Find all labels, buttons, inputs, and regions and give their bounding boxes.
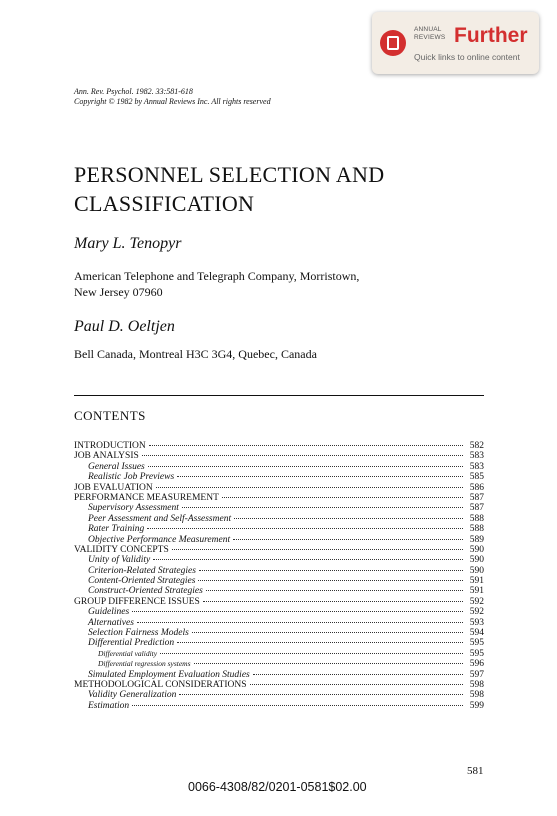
toc-entry-page: 592 (469, 596, 484, 607)
toc-dot-leader (172, 549, 463, 550)
price-code: 0066-4308/82/0201-0581$02.00 (188, 780, 367, 794)
badge-annual-text: ANNUAL (414, 26, 442, 33)
toc-entry-page: 587 (469, 492, 484, 503)
toc-entry-page: 586 (469, 482, 484, 493)
toc-entry-label: Criterion-Related Strategies (88, 565, 196, 576)
toc-entry[interactable] (74, 451, 484, 461)
toc-dot-leader (222, 497, 463, 498)
toc-entry[interactable] (74, 493, 484, 503)
affiliation-line-1: American Telephone and Telegraph Company, Morristown, (74, 269, 360, 283)
toc-entry[interactable] (74, 483, 484, 493)
toc-entry-label: Supervisory Assessment (88, 503, 179, 514)
toc-entry-page: 590 (469, 565, 484, 576)
toc-dot-leader (177, 642, 463, 643)
title-line-2: CLASSIFICATION (74, 191, 255, 216)
toc-entry-page: 592 (469, 607, 484, 618)
toc-dot-leader (253, 674, 463, 675)
toc-entry-page: 595 (469, 648, 484, 659)
toc-entry-label: Objective Performance Measurement (88, 534, 231, 545)
toc-entry[interactable] (74, 545, 484, 555)
toc-entry-page: 598 (469, 679, 484, 690)
affiliation-line-1: Bell Canada, Montreal H3C 3G4, Quebec, Canada (74, 347, 317, 361)
toc-dot-leader (250, 684, 464, 685)
toc-dot-leader (192, 632, 463, 633)
toc-entry-label: VALIDITY CONCEPTS (74, 544, 169, 555)
author-affiliation (74, 269, 494, 300)
toc-entry-page: 595 (469, 638, 484, 649)
toc-entry-page: 597 (469, 669, 484, 680)
toc-dot-leader (179, 694, 463, 695)
toc-entry-label: Validity Generalization (88, 690, 177, 701)
author-name: Mary L. Tenopyr (74, 235, 182, 252)
toc-entry-label: Differential validity (98, 648, 158, 658)
toc-entry-page: 596 (469, 659, 484, 670)
toc-entry-page: 583 (469, 451, 484, 462)
toc-entry-label: JOB EVALUATION (74, 482, 153, 493)
toc-dot-leader (198, 580, 463, 581)
further-link-icon (380, 30, 406, 56)
toc-dot-leader (182, 507, 463, 508)
toc-entry-label: Construct-Oriented Strategies (88, 586, 203, 597)
annual-reviews-further-badge[interactable] (372, 12, 539, 74)
toc-dot-leader (142, 455, 463, 456)
toc-entry-page: 585 (469, 472, 484, 483)
toc-dot-leader (203, 601, 463, 602)
toc-entry-label: JOB ANALYSIS (74, 451, 139, 462)
toc-entry[interactable] (74, 472, 484, 482)
toc-entry[interactable] (74, 462, 484, 472)
toc-entry[interactable] (74, 535, 484, 545)
toc-entry-page: 599 (469, 700, 484, 711)
toc-dot-leader (234, 518, 463, 519)
toc-entry[interactable] (74, 555, 484, 565)
toc-dot-leader (132, 611, 463, 612)
toc-entry-label: Peer Assessment and Self-Assessment (88, 513, 232, 524)
toc-dot-leader (132, 705, 463, 706)
toc-entry-page: 590 (469, 544, 484, 555)
toc-entry-label: Simulated Employment Evaluation Studies (88, 669, 250, 680)
toc-dot-leader (194, 663, 464, 664)
toc-entry[interactable] (74, 597, 484, 607)
toc-entry-label: Alternatives (88, 617, 134, 628)
toc-entry[interactable] (74, 680, 484, 690)
toc-entry-page: 594 (469, 628, 484, 639)
section-divider (74, 395, 484, 396)
toc-entry[interactable] (74, 514, 484, 524)
toc-entry[interactable] (74, 659, 484, 669)
toc-entry-label: Realistic Job Previews (88, 472, 175, 483)
toc-entry[interactable] (74, 503, 484, 513)
toc-entry-page: 598 (469, 690, 484, 701)
toc-dot-leader (206, 590, 463, 591)
toc-dot-leader (199, 570, 463, 571)
affiliation-line-2: New Jersey 07960 (74, 284, 163, 299)
toc-entry-page: 588 (469, 524, 484, 535)
toc-entry-page: 593 (469, 617, 484, 628)
toc-entry-page: 589 (469, 534, 484, 545)
contents-heading: CONTENTS (74, 408, 146, 423)
toc-entry[interactable] (74, 576, 484, 586)
title-line-1: PERSONNEL SELECTION AND (74, 162, 385, 187)
toc-entry-label: Unity of Validity (88, 555, 151, 566)
toc-entry-page: 582 (469, 441, 484, 451)
table-of-contents (74, 441, 484, 711)
toc-entry-page: 588 (469, 513, 484, 524)
toc-dot-leader (153, 559, 463, 560)
toc-dot-leader (233, 539, 463, 540)
toc-dot-leader (160, 653, 463, 654)
toc-entry-page: 591 (469, 586, 484, 597)
toc-entry[interactable] (74, 566, 484, 576)
toc-entry-label: Selection Fairness Models (88, 628, 189, 639)
copyright-line: Copyright © 1982 by Annual Reviews Inc. All rights reserved (74, 97, 271, 106)
badge-further-text: Further (454, 24, 528, 47)
toc-entry-label: Differential Prediction (88, 638, 175, 649)
toc-entry[interactable] (74, 670, 484, 680)
page-number: 581 (467, 765, 484, 777)
toc-entry-label: Estimation (88, 700, 130, 711)
toc-entry-page: 587 (469, 503, 484, 514)
toc-dot-leader (147, 528, 463, 529)
toc-entry[interactable] (74, 638, 484, 648)
toc-entry-page: 590 (469, 555, 484, 566)
toc-entry[interactable] (74, 690, 484, 700)
toc-entry-label: Guidelines (88, 607, 130, 618)
author-affiliation (74, 347, 494, 363)
citation-line: Ann. Rev. Psychol. 1982. 33:581-618 (74, 87, 193, 96)
toc-entry-label: METHODOLOGICAL CONSIDERATIONS (74, 679, 247, 690)
toc-entry[interactable] (74, 441, 484, 451)
toc-entry-label: GROUP DIFFERENCE ISSUES (74, 596, 200, 607)
toc-entry[interactable] (74, 628, 484, 638)
toc-entry[interactable] (74, 524, 484, 534)
toc-dot-leader (148, 466, 463, 467)
author-name: Paul D. Oeltjen (74, 318, 175, 335)
toc-dot-leader (149, 445, 463, 446)
toc-entry-page: 583 (469, 461, 484, 472)
article-title (74, 160, 494, 218)
badge-subtitle: Quick links to online content (414, 52, 520, 62)
toc-entry-page: 591 (469, 576, 484, 587)
toc-dot-leader (177, 476, 463, 477)
toc-entry-label: INTRODUCTION (74, 441, 146, 451)
toc-entry[interactable] (74, 607, 484, 617)
toc-entry-label: General Issues (88, 461, 145, 472)
toc-dot-leader (156, 487, 463, 488)
toc-entry[interactable] (74, 701, 484, 711)
toc-entry[interactable] (74, 618, 484, 628)
toc-entry[interactable] (74, 649, 484, 659)
toc-entry-label: PERFORMANCE MEASUREMENT (74, 492, 219, 503)
toc-entry-label: Differential regression systems (98, 659, 191, 669)
toc-entry[interactable] (74, 586, 484, 596)
badge-reviews-text: REVIEWS (414, 34, 446, 41)
toc-entry-label: Content-Oriented Strategies (88, 576, 196, 587)
toc-dot-leader (137, 622, 463, 623)
toc-entry-label: Rater Training (88, 524, 145, 535)
